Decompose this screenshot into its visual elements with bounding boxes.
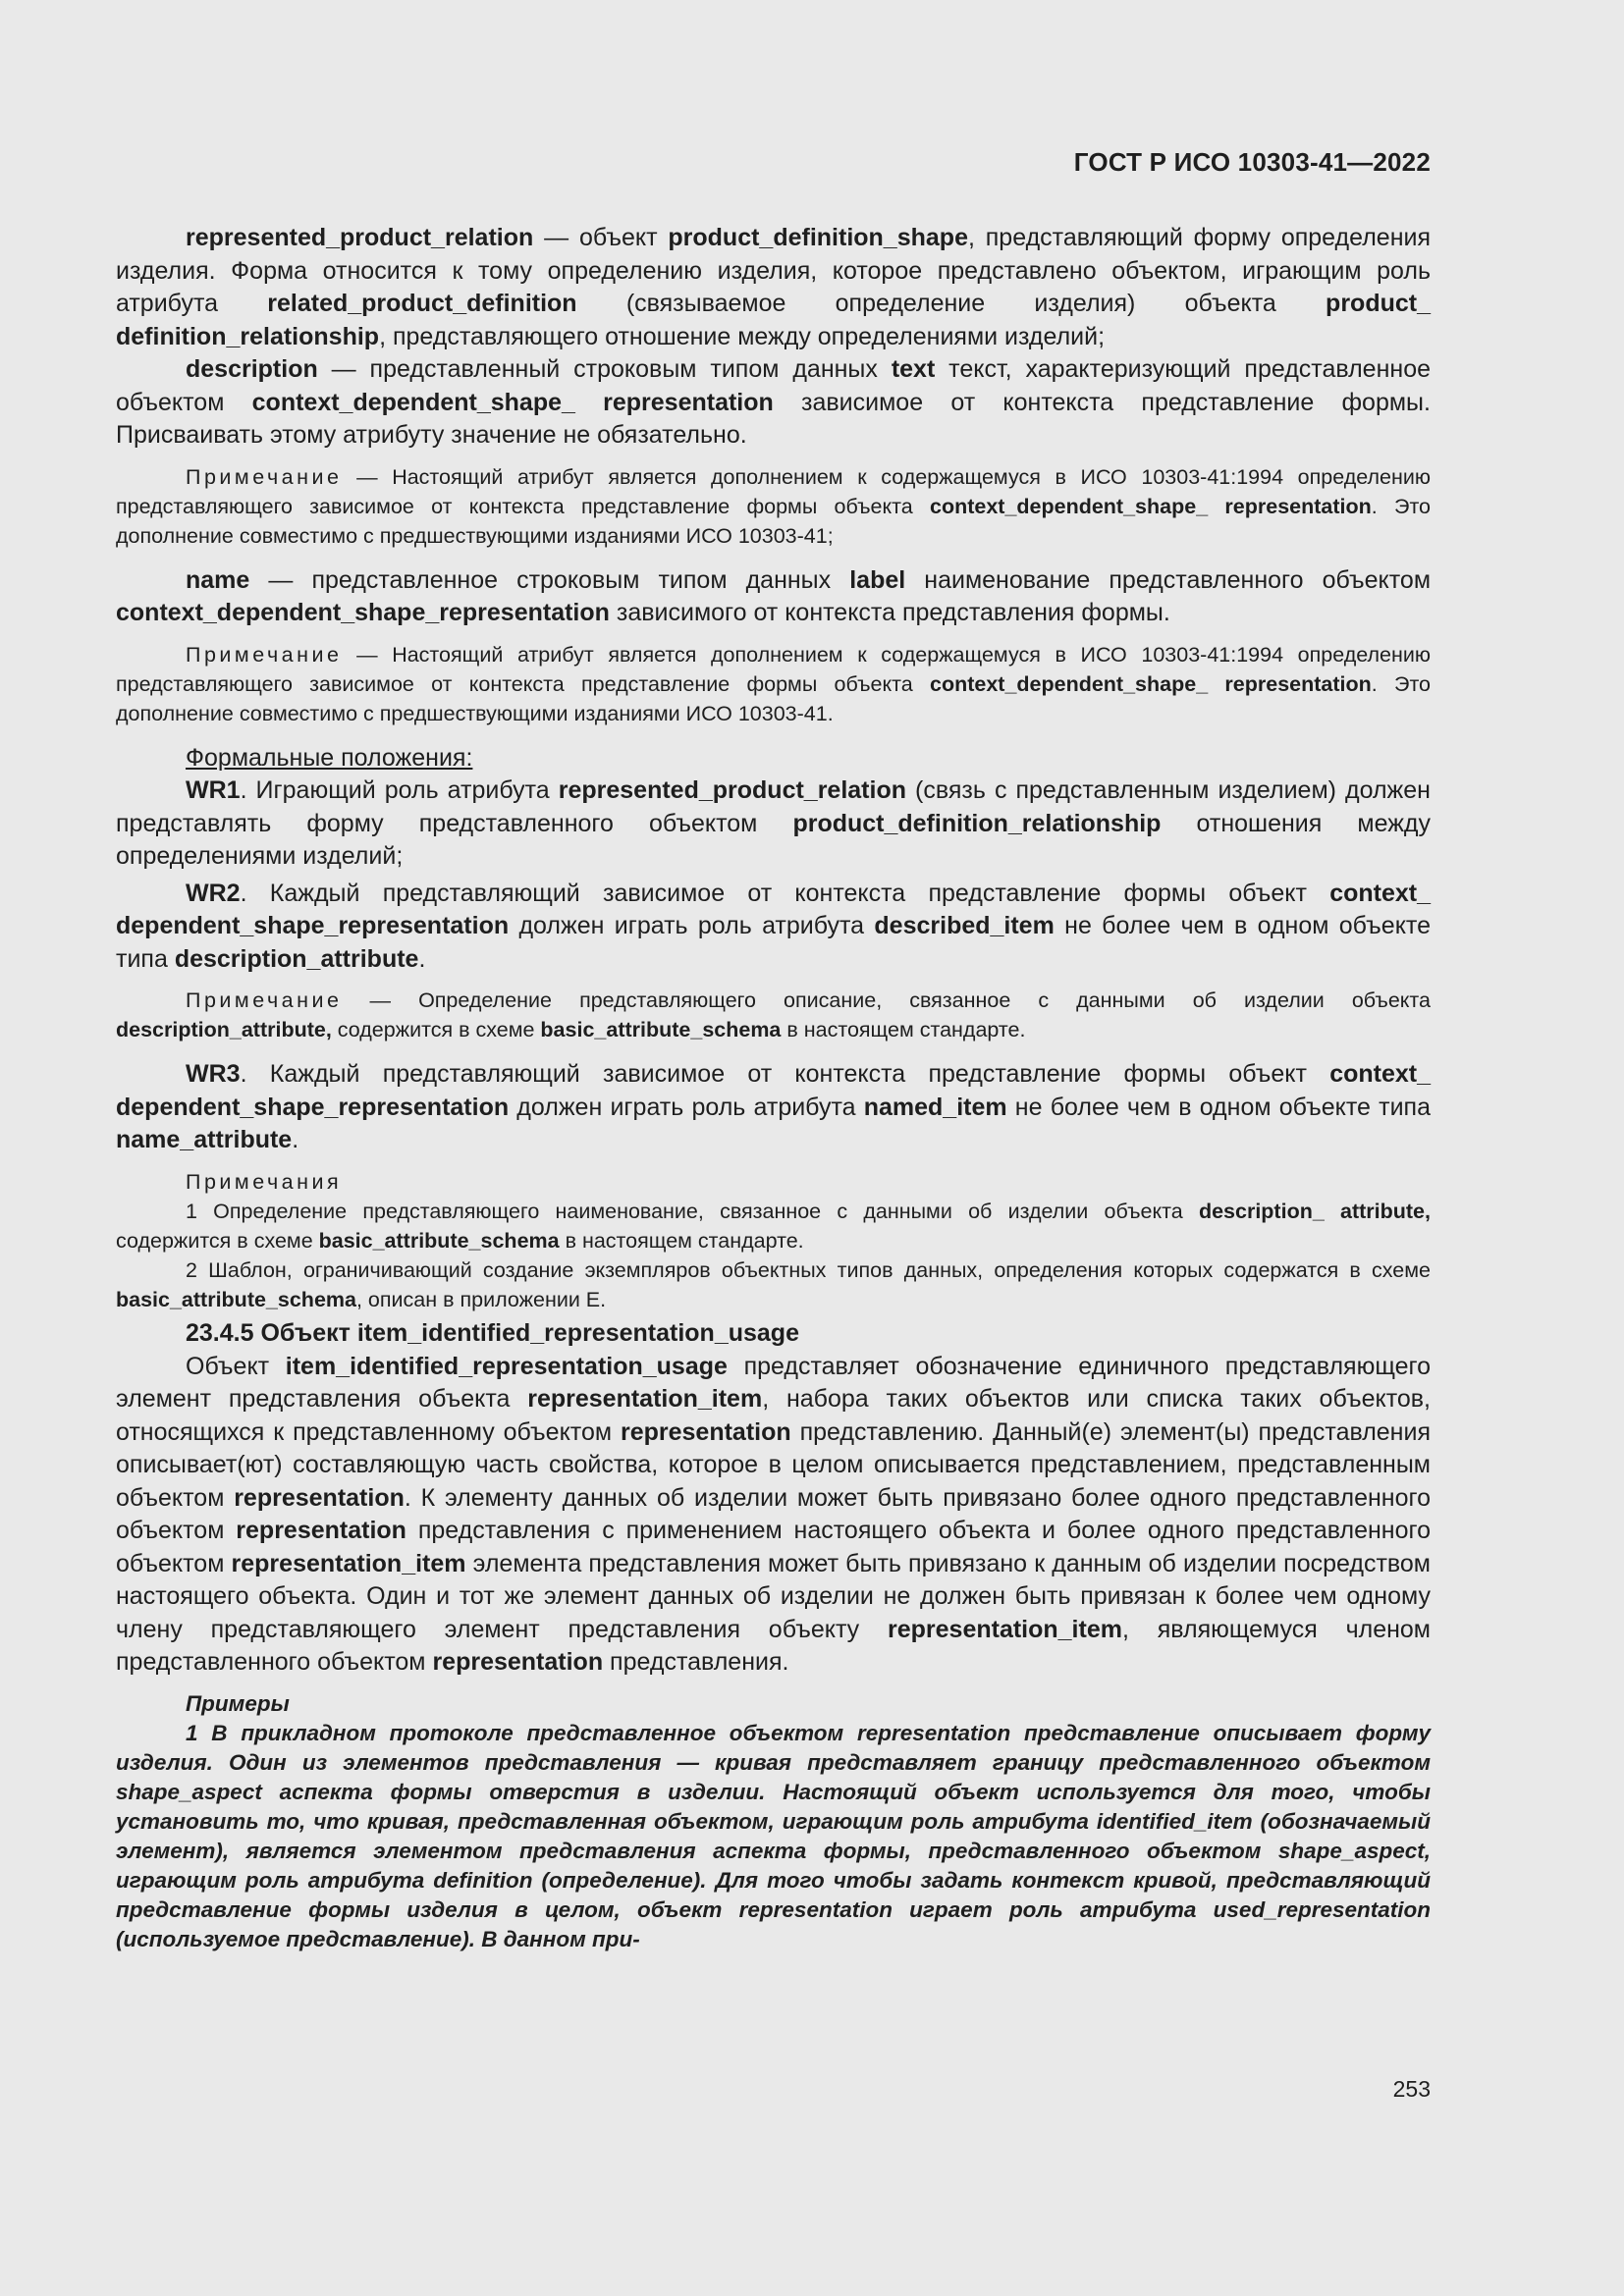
text-run: представления.	[603, 1648, 789, 1676]
page-number: 253	[1392, 2076, 1431, 2102]
bold-term: representation	[234, 1483, 405, 1512]
note-name	[116, 640, 1431, 728]
bold-term: represented_product_relation	[558, 776, 906, 804]
bold-term: product_definition_shape	[668, 224, 968, 251]
formal-propositions-heading: Формальные положения:	[186, 743, 473, 772]
text-run: — Настоящий атрибут является дополнением к содержащемуся в ИСО 10303-41:1994 определению представляющего зависимое от контекста представление формы объекта	[116, 464, 1431, 518]
text-run: отношения между определениями изделий;	[116, 809, 1431, 870]
paragraph-description	[116, 353, 1431, 453]
bold-term: context_ dependent_shape_representation	[116, 1060, 1431, 1121]
bold-term: representation	[432, 1648, 604, 1676]
text-run: , описан в приложении Е.	[355, 1287, 607, 1311]
text-run: 2 Шаблон, ограничивающий создание экземпляров объектных типов данных, определения которых содержатся в схеме	[186, 1257, 1431, 1282]
bold-term: context_dependent_shape_ representation	[929, 494, 1372, 518]
paragraph-item-identified-representation-usage	[116, 1351, 1431, 1680]
bold-term: basic_attribute_schema	[116, 1287, 356, 1311]
text-run: наименование представленного объектом	[905, 565, 1431, 594]
text-run: .	[418, 944, 426, 973]
rule-wr1	[116, 774, 1431, 874]
bold-term: WR3	[186, 1060, 241, 1088]
page-content	[116, 222, 1431, 1954]
text-run: Объект	[186, 1352, 286, 1380]
bold-term: description_ attribute,	[1198, 1199, 1431, 1223]
note-wr2	[116, 986, 1431, 1044]
bold-term: context_dependent_shape_ representation	[929, 671, 1372, 696]
bold-term: representation_item	[888, 1615, 1122, 1643]
text-run: , набора таких объектов или списка таких объектов, относящихся к представленному объектом	[116, 1385, 1431, 1446]
bold-term: text	[891, 355, 936, 383]
text-run: — объект	[533, 224, 669, 251]
example-1: 1 В прикладном протоколе представленное объектом representation представление описывает форму изделия. Один из элементов представления — кривая представляет границу представленного объектом shape_aspect аспекта формы отверстия в изделии. Настоящий объект используется для того, чтобы установить то, что кривая, представленная объектом, играющим роль атрибута identified_item (обозначаемый элемент), является элементом представления аспекта формы, представленного объектом shape_aspect, играющим роль атрибута definition (определение). Для того чтобы задать контекст кривой, представляющий представление формы изделия в целом, объект representation играет роль атрибута used_representation (используемое представление). В данном при-	[116, 1720, 1431, 1951]
text-run: представляет обозначение единичного представляющего элемент представления объекта	[116, 1352, 1431, 1413]
bold-term: label	[849, 565, 906, 594]
paragraph-name	[116, 564, 1431, 630]
text-run: . Это дополнение совместимо с предшествующими изданиями ИСО 10303-41.	[116, 671, 1432, 725]
bold-term: product_definition_relationship	[792, 809, 1162, 837]
bold-term: representation	[236, 1517, 406, 1544]
text-run: — представленный строковым типом данных	[317, 355, 892, 383]
text-run: не более чем в одном объекте типа	[116, 912, 1431, 973]
text-run: содержится в схеме	[331, 1018, 541, 1041]
text-run: . Это дополнение совместимо с предшествующими изданиями ИСО 10303-41;	[116, 494, 1432, 548]
bold-term: WR2	[186, 879, 241, 907]
paragraph-represented-product-relation	[116, 222, 1431, 353]
text-run: элемента представления может быть привязано к данным об изделии посредством настоящего объекта. Один и тот же элемент данных об изделии не должен быть привязан к более чем одному члену представляющего элемент представления объекту	[116, 1549, 1431, 1643]
text-run: должен играть роль атрибута	[509, 912, 875, 939]
text-run: зависимого от контекста представления формы.	[609, 599, 1170, 626]
note-description	[116, 462, 1431, 551]
section-title: 23.4.5 Объект item_identified_representation_usage	[186, 1318, 799, 1347]
text-run: — Определение представляющего описание, связанное с данными об изделии объекта	[342, 988, 1431, 1012]
text-run: не более чем в одном объекте типа	[1006, 1093, 1431, 1121]
bold-term: related_product_definition	[267, 290, 577, 317]
text-run: (связь с представленным изделием) должен представлять форму представленного объектом	[116, 776, 1431, 837]
examples-heading: Примеры	[186, 1690, 290, 1716]
bold-term: basic_attribute_schema	[540, 1018, 782, 1041]
page-header-standard: ГОСТ Р ИСО 10303-41—2022	[1073, 147, 1431, 177]
notes-heading	[116, 1167, 1431, 1197]
text-run: должен играть роль атрибута	[509, 1093, 864, 1121]
text-run: , представляющий форму определения изделия. Форма относится к тому определению изделия, которое представлено объектом, играющим роль атрибута	[116, 224, 1431, 317]
text-run: представлению. Данный(е) элемент(ы) представления описывает(ют) составляющую часть свойства, которое в целом описывается представлением, представленным объектом	[116, 1417, 1431, 1512]
spaced-label: Примечания	[186, 1169, 343, 1194]
spaced-label: Примечание	[186, 988, 343, 1012]
bold-term: name_attribute	[116, 1126, 293, 1153]
bold-term: basic_attribute_schema	[318, 1228, 560, 1253]
bold-term: description_attribute,	[116, 1018, 332, 1041]
text-run: — представленное строковым типом данных	[249, 565, 850, 594]
text-run: представления с применением настоящего объекта и более одного представленного объектом	[116, 1517, 1431, 1577]
text-run: — Настоящий атрибут является дополнением к содержащемуся в ИСО 10303-41:1994 определению представляющего зависимое от контекста представление формы объекта	[116, 642, 1431, 696]
text-run: текст, характеризующий представленное объектом	[116, 355, 1432, 416]
bold-term: named_item	[863, 1093, 1007, 1121]
spaced-label: Примечание	[186, 642, 343, 667]
text-run: 1 Определение представляющего наименование, связанное с данными об изделии объекта	[186, 1199, 1199, 1223]
bold-term: representation_item	[231, 1549, 466, 1577]
text-run: , представляющего отношение между определениями изделий;	[379, 322, 1106, 350]
bold-term: described_item	[874, 912, 1055, 939]
bold-term: description_attribute	[174, 944, 419, 973]
text-run: зависимое от контекста представление формы. Присваивать этому атрибуту значение не обязательно.	[116, 388, 1431, 449]
rule-wr3	[116, 1058, 1431, 1157]
bold-term: WR1	[186, 776, 241, 804]
text-run: . Играющий роль атрибута	[240, 776, 559, 804]
bold-term: representation_item	[527, 1385, 763, 1413]
note-1	[116, 1197, 1431, 1255]
text-run: . К элементу данных об изделии может быть привязано более одного представленного объектом	[116, 1483, 1431, 1544]
bold-term: description	[186, 355, 318, 383]
bold-term: item_identified_representation_usage	[285, 1352, 728, 1380]
note-2	[116, 1255, 1431, 1314]
bold-term: represented_product_relation	[186, 224, 534, 251]
bold-term: context_dependent_shape_ representation	[251, 388, 774, 416]
rule-wr2	[116, 878, 1431, 977]
bold-term: context_dependent_shape_representation	[116, 599, 610, 626]
bold-term: product_ definition_relationship	[116, 290, 1431, 350]
bold-term: context_ dependent_shape_representation	[116, 879, 1431, 939]
text-run: содержится в схеме	[116, 1228, 319, 1253]
text-run: в настоящем стандарте.	[781, 1018, 1026, 1041]
bold-term: representation	[620, 1417, 791, 1446]
text-run: .	[292, 1126, 299, 1153]
text-run: (связываемое определение изделия) объекта	[576, 290, 1326, 317]
text-run: . Каждый представляющий зависимое от контекста представление формы объект	[240, 1060, 1330, 1088]
text-run: . Каждый представляющий зависимое от контекста представление формы объект	[240, 879, 1330, 907]
bold-term: name	[186, 565, 250, 594]
text-run: , являющемуся членом представленного объектом	[116, 1615, 1431, 1676]
text-run: в настоящем стандарте.	[559, 1228, 804, 1253]
spaced-label: Примечание	[186, 464, 343, 489]
